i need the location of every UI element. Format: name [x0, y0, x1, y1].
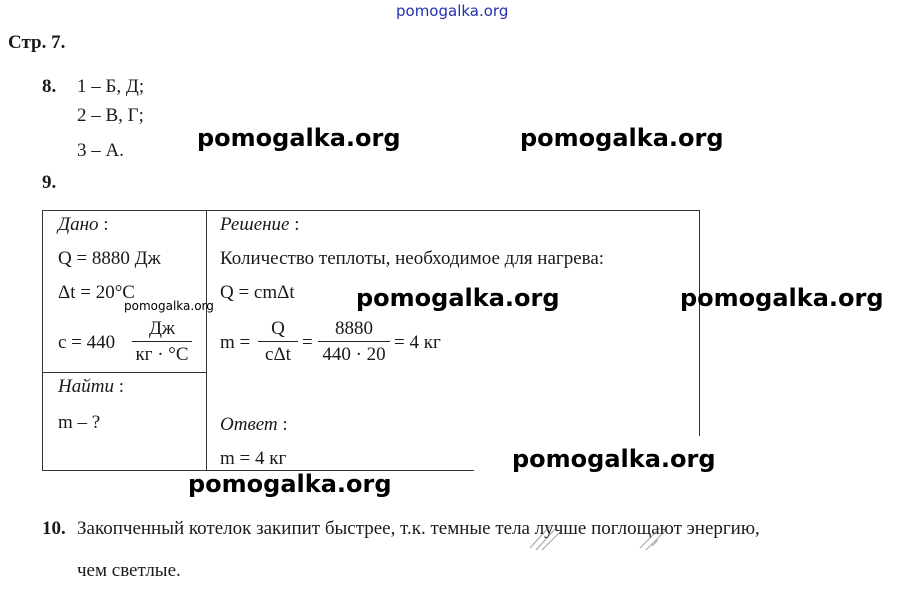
- task-8-line-3: 3 – А.: [77, 140, 124, 161]
- solution-result: = 4 кг: [394, 332, 441, 353]
- watermark: pomogalka.org: [188, 470, 392, 498]
- top-watermark: pomogalka.org: [396, 2, 509, 20]
- given-find-separator: [42, 372, 207, 373]
- given-c-unit-fraction: [132, 318, 192, 366]
- answer-header: Ответ :: [220, 414, 288, 435]
- answer-value: m = 4 кг: [220, 448, 287, 469]
- given-q: Q = 8880 Дж: [58, 248, 161, 269]
- solution-header: Решение :: [220, 214, 300, 235]
- table-left-border: [42, 210, 43, 470]
- watermark: pomogalka.org: [520, 124, 724, 152]
- watermark: pomogalka.org: [680, 284, 884, 312]
- task-10-line-1: Закопченный котелок закипит быстрее, т.к. темные тела лучше поглощают энергию,: [77, 518, 760, 539]
- task-8-line-2: 2 – В, Г;: [77, 105, 144, 126]
- solution-fraction-2: [318, 318, 390, 366]
- faint-stamp-marks: [520, 520, 680, 554]
- fraction-bar: [258, 341, 298, 342]
- table-divider: [206, 210, 207, 470]
- find-header: Найти :: [58, 376, 124, 397]
- find-value: m – ?: [58, 412, 101, 433]
- given-c: c = 440: [58, 332, 116, 353]
- page-label: Стр. 7.: [8, 32, 66, 53]
- task-8-line-1: 1 – Б, Д;: [77, 76, 145, 97]
- task-9-number: 9.: [42, 172, 57, 193]
- task-10-number: 10.: [42, 518, 66, 539]
- task-10-line-2: чем светлые.: [77, 560, 181, 581]
- solution-fraction-1: [258, 318, 298, 366]
- watermark: pomogalka.org: [356, 284, 560, 312]
- fraction-1-numerator: Q: [271, 318, 285, 339]
- solution-line-1: Количество теплоты, необходимое для нагрева:: [220, 248, 605, 269]
- fraction-bar: [132, 341, 192, 342]
- solution-m-lhs: m =: [220, 332, 251, 353]
- watermark: pomogalka.org: [197, 124, 401, 152]
- solution-line-2: Q = cmΔt: [220, 282, 295, 303]
- given-dt: Δt = 20°C: [58, 282, 135, 303]
- fraction-2-numerator: 8880: [335, 318, 373, 339]
- task-8-number: 8.: [42, 76, 57, 97]
- given-header: Дано :: [58, 214, 109, 235]
- watermark: pomogalka.org: [512, 445, 716, 473]
- solution-equals: =: [302, 332, 313, 353]
- given-c-unit-denominator: кг · °C: [135, 344, 189, 365]
- fraction-1-denominator: cΔt: [265, 344, 291, 365]
- watermark-small: pomogalka.org: [124, 299, 214, 313]
- fraction-bar: [318, 341, 390, 342]
- fraction-2-denominator: 440 · 20: [322, 344, 386, 365]
- given-c-unit-numerator: Дж: [148, 318, 176, 339]
- table-top-border: [42, 210, 700, 211]
- table-right-border: [699, 210, 700, 436]
